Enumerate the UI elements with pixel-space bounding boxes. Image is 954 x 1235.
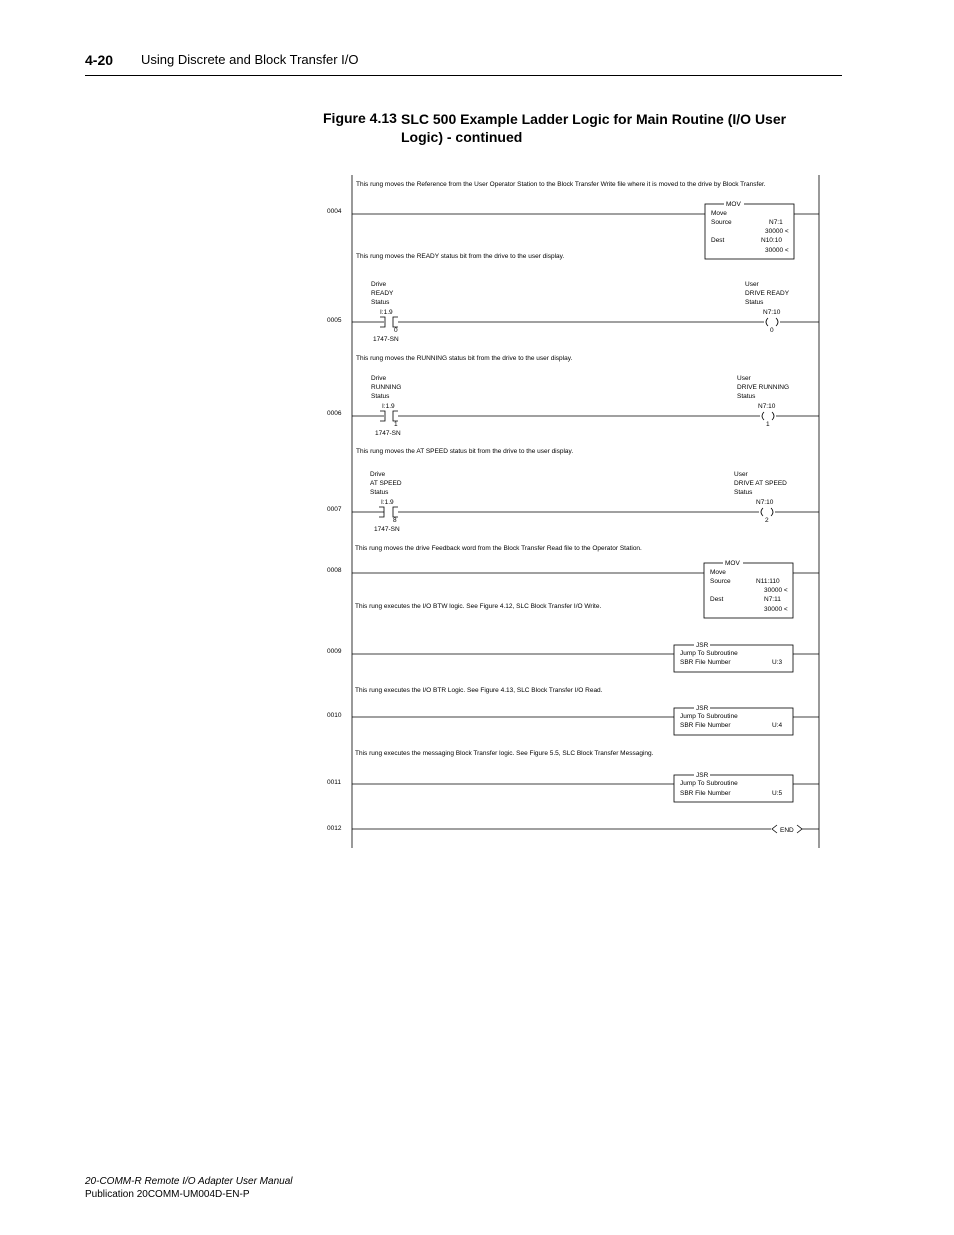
rung-0008-dest-label: Dest — [710, 596, 724, 603]
rung-0006-contact-line2: RUNNING — [371, 384, 402, 391]
rung-0004-dest-label: Dest — [711, 237, 725, 244]
rung-0008-source-label: Source — [710, 578, 731, 585]
rung-0010-file: U:4 — [772, 722, 783, 729]
rung-0008-source: N11:110 — [756, 578, 780, 585]
rung-0012-end-label: END — [780, 827, 794, 834]
rung-0006-number: 0006 — [327, 410, 342, 417]
rung-0007-coil-address: N7:10 — [756, 499, 774, 506]
rung-0007-contact-line3: Status — [370, 489, 389, 496]
rung-0005-comment: This rung moves the READY status bit from the drive to the user display. — [356, 253, 565, 260]
rung-0010-jsr-label: JSR — [696, 705, 709, 712]
rung-0008-dest: N7:11 — [764, 596, 781, 603]
rung-0007-coil-bit: 2 — [765, 517, 769, 524]
rung-0006-coil-line2: DRIVE RUNNING — [737, 384, 790, 391]
rung-0009-jsr-label: JSR — [696, 642, 709, 649]
rung-0007-coil — [761, 508, 773, 516]
rung-0008-number: 0008 — [327, 567, 342, 574]
rung-0011-file-label: SBR File Number — [680, 790, 731, 797]
rung-0006-contact-bit: 1 — [394, 421, 398, 428]
rung-0006-coil-bit: 1 — [766, 421, 770, 428]
rung-0009-number: 0009 — [327, 648, 342, 655]
rung-0006-contact-line1: Drive — [371, 375, 387, 382]
rung-0007-coil-line2: DRIVE AT SPEED — [734, 480, 787, 487]
rung-0007-comment: This rung moves the AT SPEED status bit from the drive to the user display. — [356, 448, 574, 455]
rung-0011-comment: This rung executes the messaging Block Transfer logic. See Figure 5.5, SLC Block Transfer Messaging. — [355, 750, 654, 757]
rung-0011-file: U:5 — [772, 790, 783, 797]
rung-0007-contact-address: I:1.9 — [381, 499, 394, 506]
rung-0005-contact-module: 1747-SN — [373, 336, 399, 343]
rung-0009-jsr-title: Jump To Subroutine — [680, 650, 738, 657]
rung-0006-contact-module: 1747-SN — [375, 430, 401, 437]
rung-0007-coil-line1: User — [734, 471, 748, 478]
rung-0006-coil-line3: Status — [737, 393, 756, 400]
rung-0006-comment: This rung moves the RUNNING status bit from the drive to the user display. — [356, 355, 573, 362]
rung-0009-file-label: SBR File Number — [680, 659, 731, 666]
rung-0008-comment: This rung moves the drive Feedback word from the Block Transfer Read file to the Operator Station. — [355, 545, 642, 552]
rung-0005-contact-line1: Drive — [371, 281, 387, 288]
rung-0010-comment: This rung executes the I/O BTR Logic. See Figure 4.13, SLC Block Transfer I/O Read. — [355, 687, 603, 694]
rung-0005-coil-address: N7:10 — [763, 309, 781, 316]
rung-0004-source: N7:1 — [769, 219, 783, 226]
rung-0006-contact-address: I:1.9 — [382, 403, 395, 410]
rung-0005-coil-bit: 0 — [770, 327, 774, 334]
rung-0010-number: 0010 — [327, 712, 342, 719]
rung-0005-coil-line3: Status — [745, 299, 764, 306]
rung-0005-contact-line2: READY — [371, 290, 394, 297]
rung-0008-mov-title: Move — [710, 569, 726, 576]
rung-0005-coil-line1: User — [745, 281, 759, 288]
page-number: 4-20 — [85, 52, 114, 68]
rung-0004-dest-value: 30000 < — [765, 247, 789, 254]
rung-0008-mov-label: MOV — [725, 560, 740, 567]
rung-0009-file: U:3 — [772, 659, 783, 666]
rung-0008-source-value: 30000 < — [764, 587, 788, 594]
rung-0004-dest: N10:10 — [761, 237, 782, 244]
rung-0007-contact-line2: AT SPEED — [370, 480, 402, 487]
rung-0011-number: 0011 — [327, 779, 341, 786]
rung-0010-jsr-title: Jump To Subroutine — [680, 713, 738, 720]
rung-0005-contact-line3: Status — [371, 299, 390, 306]
rung-0008-dest-value: 30000 < — [764, 606, 788, 613]
rung-0007-contact-bit: 8 — [393, 517, 397, 524]
figure-title: SLC 500 Example Ladder Logic for Main Routine (I/O User Logic) - continued — [401, 111, 787, 145]
rung-0004-mov-label: MOV — [726, 201, 741, 208]
rung-0005-contact-bit: 0 — [394, 327, 398, 334]
rung-0007-contact-module: 1747-SN — [374, 526, 400, 533]
rung-0007-number: 0007 — [327, 506, 342, 513]
rung-0006-contact-line3: Status — [371, 393, 390, 400]
rung-0005-number: 0005 — [327, 317, 342, 324]
footer-publication: Publication 20COMM-UM004D-EN-P — [85, 1189, 250, 1200]
rung-0007-contact-line1: Drive — [370, 471, 386, 478]
rung-0004-comment: This rung moves the Reference from the User Operator Station to the Block Transfer Write file where it is moved to the drive by Block Transfer. — [356, 181, 766, 188]
rung-0004-source-value: 30000 < — [765, 228, 789, 235]
footer-manual-title: 20-COMM-R Remote I/O Adapter User Manual — [85, 1176, 293, 1187]
rung-0006-coil — [762, 412, 774, 420]
rung-0006-coil-address: N7:10 — [758, 403, 776, 410]
rung-0004-source-label: Source — [711, 219, 732, 226]
rung-0004-mov-title: Move — [711, 210, 727, 217]
section-title: Using Discrete and Block Transfer I/O — [141, 52, 359, 67]
rung-0005-coil-line2: DRIVE READY — [745, 290, 790, 297]
rung-0009-comment: This rung executes the I/O BTW logic. See Figure 4.12, SLC Block Transfer I/O Write. — [355, 603, 602, 610]
figure-label: Figure 4.13 — [323, 110, 397, 126]
rung-0005-contact-address: I:1.9 — [380, 309, 393, 316]
rung-0012-number: 0012 — [327, 825, 342, 832]
rung-0010-file-label: SBR File Number — [680, 722, 731, 729]
rung-0005-coil — [766, 318, 778, 326]
rung-0006-coil-line1: User — [737, 375, 751, 382]
rung-0011-jsr-label: JSR — [696, 772, 709, 779]
rung-0004-number: 0004 — [327, 208, 342, 215]
rung-0011-jsr-title: Jump To Subroutine — [680, 780, 738, 787]
rung-0007-coil-line3: Status — [734, 489, 753, 496]
